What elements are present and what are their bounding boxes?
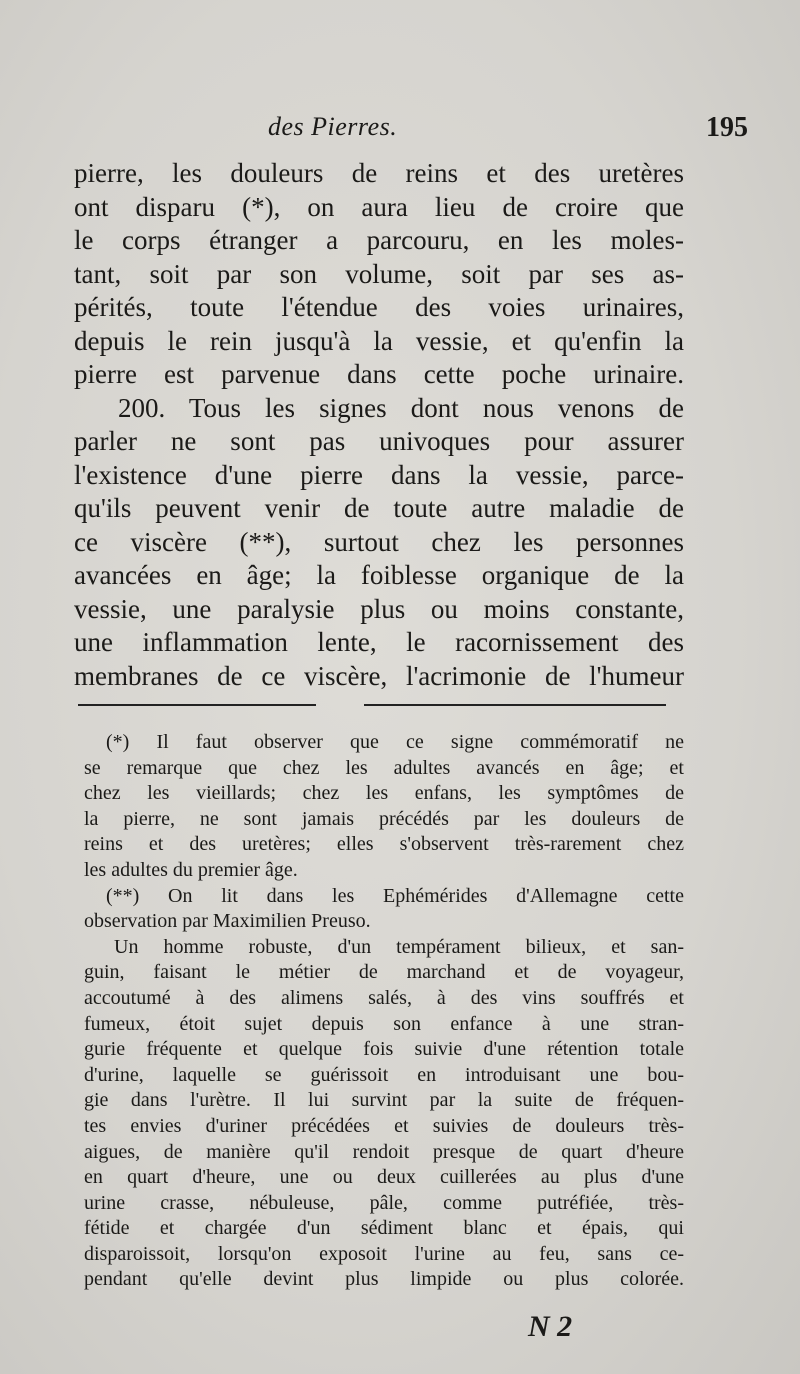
text-line: l'existence d'une pierre dans la vessie, parce- xyxy=(74,459,684,490)
footnote-line: gie dans l'urètre. Il lui survint par la suite de fréquen- xyxy=(84,1089,684,1112)
footnote-line: (*) Il faut observer que ce signe commémoratif ne xyxy=(106,731,684,753)
text-line: pierre, les douleurs de reins et des uretères xyxy=(74,158,684,188)
footnote-line: gurie fréquente et quelque fois suivie d'une rétention totale xyxy=(84,1038,684,1061)
text-line: parler ne sont pas univoques pour assurer xyxy=(74,426,684,456)
footnote-line: les adultes du premier âge. xyxy=(84,858,298,881)
text-line: qu'ils peuvent venir de toute autre maladie de xyxy=(74,493,684,523)
footnote-line: tes envies d'uriner précédées et suivies de douleurs très- xyxy=(84,1114,684,1137)
footnotes-block xyxy=(84,730,684,1293)
footnote-line: d'urine, laquelle se guérissoit en introduisant une bou- xyxy=(84,1063,684,1086)
page-number: 195 xyxy=(706,112,748,143)
footnote-line: aigues, de manière qu'il rendoit presque de quart d'heure xyxy=(84,1140,684,1163)
running-title: des Pierres. xyxy=(268,112,398,141)
footnote-line: accoutumé à des alimens salés, à des vins souffrés et xyxy=(84,986,684,1009)
footnote-line: (**) On lit dans les Ephémérides d'Allemagne cette xyxy=(106,884,684,907)
signature-mark: N 2 xyxy=(528,1310,573,1343)
main-text-block xyxy=(74,157,684,693)
footnote-line: pendant qu'elle devint plus limpide ou plus colorée. xyxy=(84,1268,684,1291)
footnote-line: fétide et chargée d'un sédiment blanc et épais, qui xyxy=(84,1217,684,1240)
footnote-line: fumeux, étoit sujet depuis son enfance à une stran- xyxy=(84,1012,684,1035)
footnote-line: Un homme robuste, d'un tempérament bilieux, et san- xyxy=(114,935,684,958)
text-line: une inflammation lente, le racornissement des xyxy=(74,627,684,657)
footnote-line: guin, faisant le métier de marchand et de voyageur, xyxy=(84,961,684,984)
text-line: avancées en âge; la foiblesse organique de la xyxy=(74,560,684,590)
footnote-line: reins et des uretères; elles s'observent très-rarement chez xyxy=(84,833,684,856)
footnote-line: urine crasse, nébuleuse, pâle, comme putréfiée, très- xyxy=(84,1191,684,1214)
text-line: vessie, une paralysie plus ou moins constante, xyxy=(74,593,684,624)
text-line: membranes de ce viscère, l'acrimonie de l'humeur xyxy=(74,660,684,691)
footnote-line: observation par Maximilien Preuso. xyxy=(84,910,371,933)
footnote-line: se remarque que chez les adultes avancés en âge; et xyxy=(84,756,684,779)
paragraph-start-line: 200. Tous les signes dont nous venons de xyxy=(118,392,684,423)
text-line: ce viscère (**), surtout chez les personnes xyxy=(74,526,684,557)
text-line: tant, soit par son volume, soit par ses as- xyxy=(74,258,684,289)
text-line: depuis le rein jusqu'à la vessie, et qu'enfin la xyxy=(74,325,684,356)
text-line: le corps étranger a parcouru, en les moles- xyxy=(74,225,684,255)
footnote-line: en quart d'heure, une ou deux cuillerées au plus d'une xyxy=(84,1166,684,1189)
footnote-separator-left xyxy=(78,704,316,706)
text-line: ont disparu (*), on aura lieu de croire que xyxy=(74,191,684,222)
footnote-line: disparoissoit, lorsqu'on exposoit l'urine au feu, sans ce- xyxy=(84,1242,684,1265)
text-line: pierre est parvenue dans cette poche urinaire. xyxy=(74,359,684,389)
footnote-separator-right xyxy=(364,704,666,706)
footnote-line: chez les vieillards; chez les enfans, les symptômes de xyxy=(84,782,684,805)
page-header xyxy=(0,112,800,152)
footnote-line: la pierre, ne sont jamais précédés par les douleurs de xyxy=(84,807,684,830)
text-line: pérités, toute l'étendue des voies urinaires, xyxy=(74,292,684,322)
